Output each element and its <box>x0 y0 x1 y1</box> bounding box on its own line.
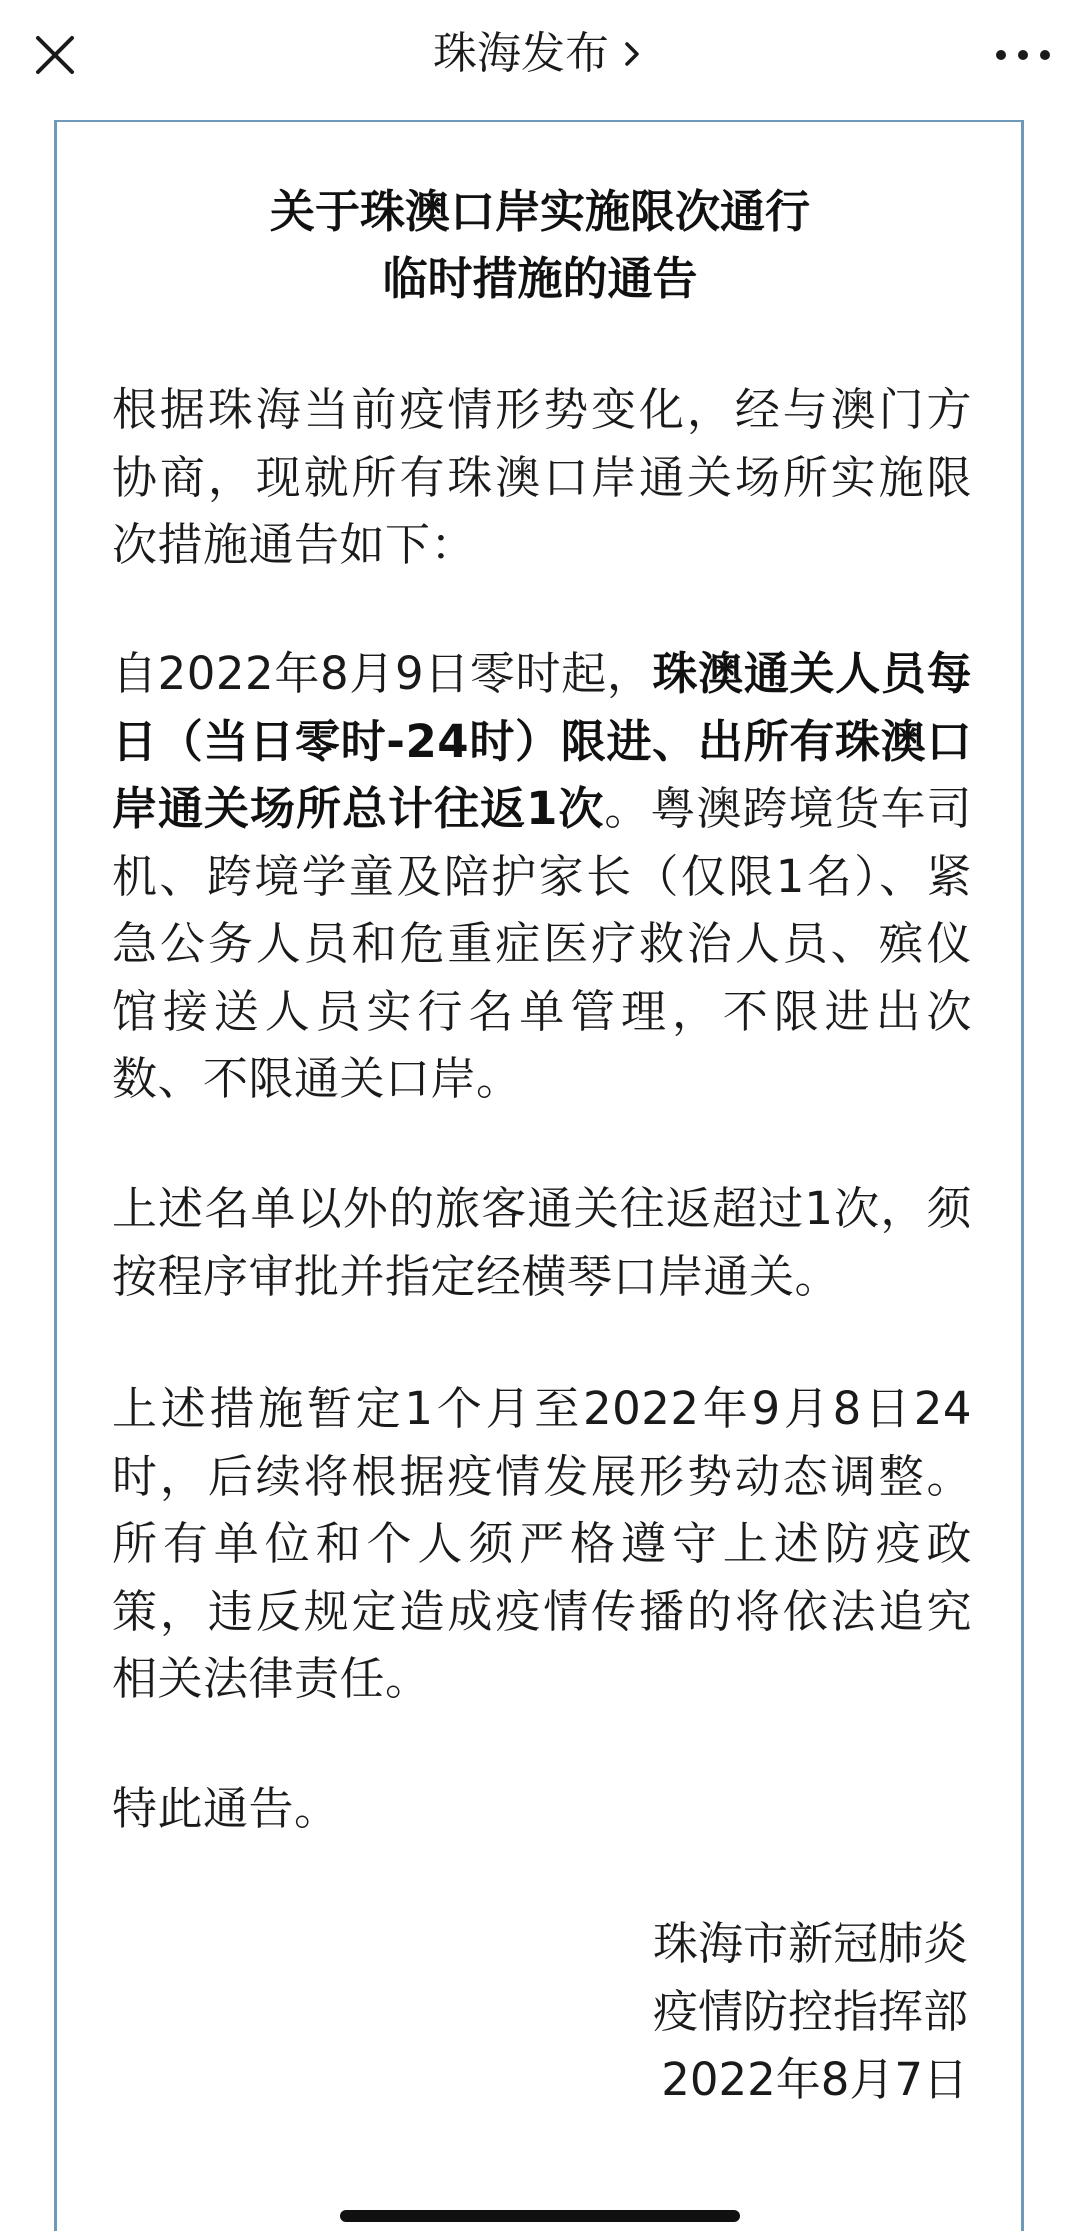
paragraph-measures <box>112 640 972 1113</box>
more-options-button[interactable] <box>988 30 1058 80</box>
paragraph-measures-rest: 。粤澳跨境货车司机、跨境学童及陪护家长（仅限1名）、紧急公务人员和危重症医疗救治人员、殡仪馆接送人员实行名单管理，不限进出次数、不限通关口岸。 <box>112 782 972 1105</box>
notice-title-line-1: 关于珠澳口岸实施限次通行 <box>269 185 810 238</box>
paragraph-measures-bold: 珠澳通关人员每日（当日零时-24时）限进、出所有珠澳口岸通关场所总计往返1次 <box>112 647 972 835</box>
signature-date: 2022年8月7日 <box>661 2053 968 2106</box>
signature-block <box>653 1910 968 2114</box>
more-horizontal-icon <box>988 30 1058 80</box>
paragraph-exceptions: 上述名单以外的旅客通关往返超过1次，须按程序审批并指定经横琴口岸通关。 <box>112 1182 972 1303</box>
home-indicator[interactable] <box>340 2210 740 2222</box>
close-button[interactable] <box>28 28 82 82</box>
signature-line-2: 疫情防控指挥部 <box>652 1985 968 2038</box>
paragraph-measures-lead: 自2022年8月9日零时起， <box>112 647 653 700</box>
account-name: 珠海发布 <box>433 28 609 79</box>
signature-line-1: 珠海市新冠肺炎 <box>652 1917 968 1970</box>
top-navigation-bar <box>0 0 1080 118</box>
paragraph-closing: 特此通告。 <box>112 1782 340 1835</box>
notice-title-line-2: 临时措施的通告 <box>382 252 698 305</box>
paragraph-duration: 上述措施暂定1个月至2022年9月8日24时，后续将根据疫情发展形势动态调整。所有单位和个人须严格遵守上述防疫政策，违反规定造成疫情传播的将依法追究相关法律责任。 <box>112 1382 972 1705</box>
account-name-link[interactable] <box>433 24 647 84</box>
close-icon <box>28 28 82 82</box>
paragraph-intro: 根据珠海当前疫情形势变化，经与澳门方协商，现就所有珠澳口岸通关场所实施限次措施通告如下： <box>112 383 972 571</box>
chevron-right-icon <box>617 39 647 69</box>
notice-title <box>0 178 1080 312</box>
nav-title-area <box>0 24 1080 84</box>
